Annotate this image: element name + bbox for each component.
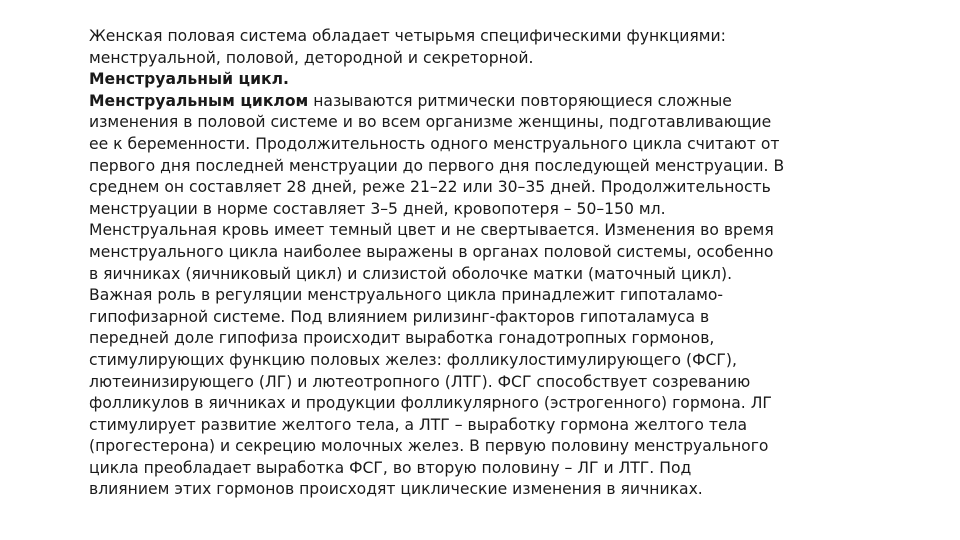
body-line: изменения в половой системе и во всем организме женщины, подготавливающие (89, 113, 772, 132)
intro-line: менструальной, половой, детородной и секреторной. (89, 48, 534, 67)
definition-line (89, 91, 889, 113)
body-line: в яичниках (яичниковый цикл) и слизистой оболочке матки (маточный цикл). (89, 264, 733, 283)
body-line: влиянием этих гормонов происходят циклические изменения в яичниках. (89, 480, 703, 499)
body-line: ее к беременности. Продолжительность одного менструального цикла считают от (89, 134, 780, 153)
body-line: цикла преобладает выработка ФСГ, во вторую половину – ЛГ и ЛТГ. Под (89, 458, 692, 477)
body-line: среднем он составляет 28 дней, реже 21–22 или 30–35 дней. Продолжительность (89, 178, 771, 197)
body-line: передней доле гипофиза происходит выработка гонадотропных гормонов, (89, 329, 715, 348)
body-line: первого дня последней менструации до первого дня последующей менструации. В (89, 156, 785, 175)
body-line: стимулирует развитие желтого тела, а ЛТГ – выработку гормона желтого тела (89, 415, 748, 434)
definition-text: называются ритмически повторяющиеся сложные (308, 91, 732, 110)
body-line: (прогестерона) и секрецию молочных желез. В первую половину менструального (89, 437, 769, 456)
body-line: гипофизарной системе. Под влиянием рилизинг-факторов гипоталамуса в (89, 307, 710, 326)
definition-term: Менструальным циклом (89, 91, 309, 110)
body-line: стимулирующих функцию половых желез: фолликулостимулирующего (ФСГ), (89, 350, 737, 369)
slide-text (89, 26, 889, 501)
section-heading: Менструальный цикл. (89, 70, 289, 89)
body-line: Менструальная кровь имеет темный цвет и не свертывается. Изменения во время (89, 221, 774, 240)
intro-line: Женская половая система обладает четырьмя специфическими функциями: (89, 27, 726, 45)
body-line: менструации в норме составляет 3–5 дней, кровопотеря – 50–150 мл. (89, 199, 666, 218)
body-line: менструального цикла наиболее выражены в органах половой системы, особенно (89, 242, 774, 261)
body-line: фолликулов в яичниках и продукции фолликулярного (эстрогенного) гормона. ЛГ (89, 394, 772, 413)
body-line: Важная роль в регуляции менструального цикла принадлежит гипоталамо- (89, 286, 724, 305)
body-line: лютеинизирующего (ЛГ) и лютеотропного (ЛТГ). ФСГ способствует созреванию (89, 372, 751, 391)
